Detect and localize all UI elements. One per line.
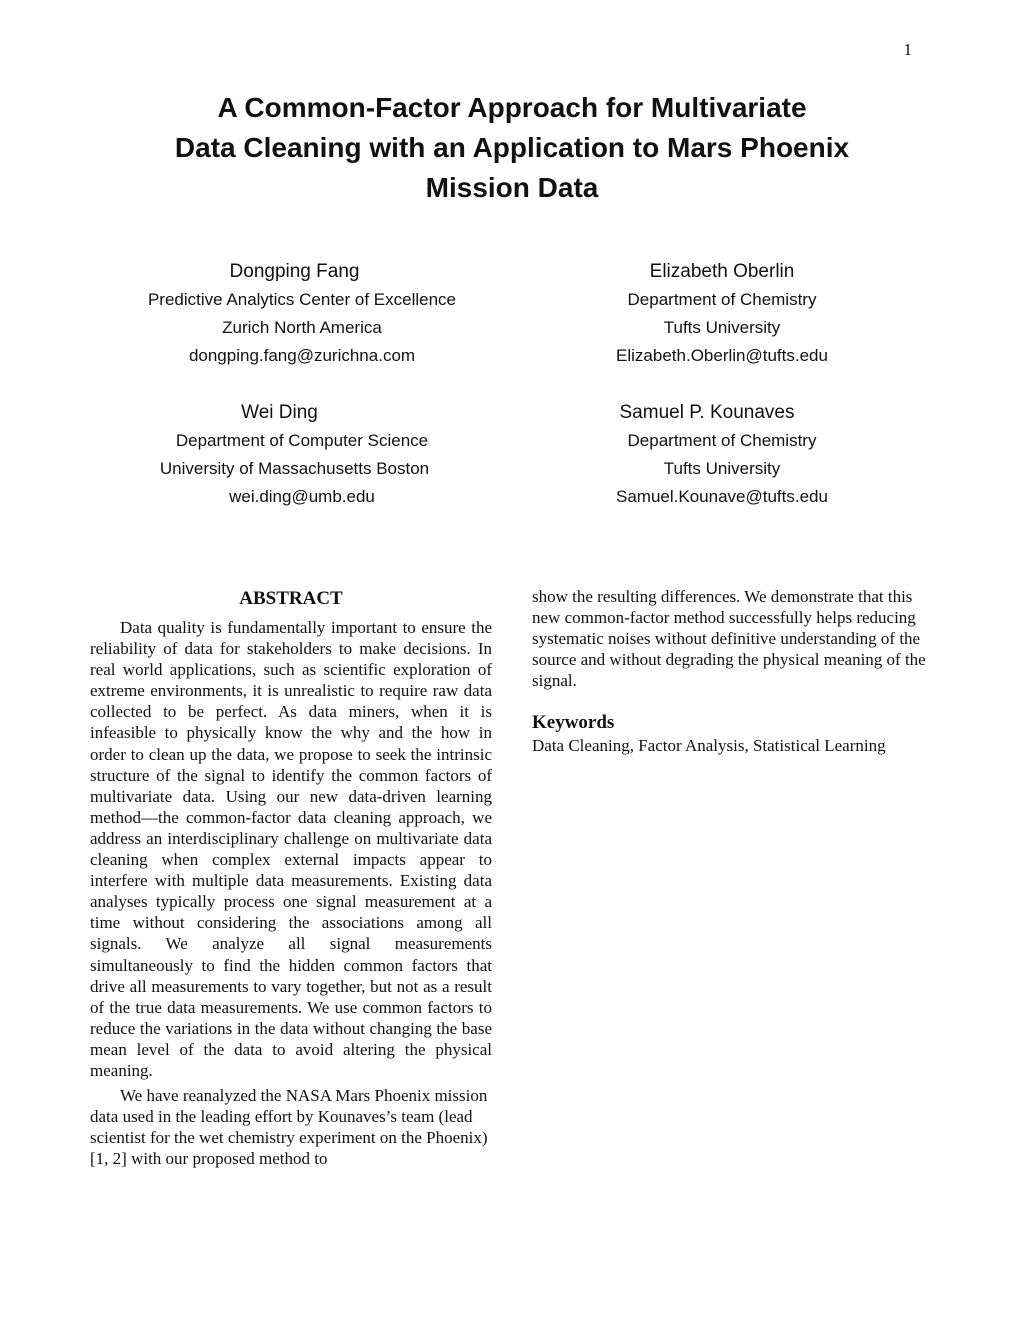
abstract-paragraph-2: We have reanalyzed the NASA Mars Phoenix mission data used in the leading effort by Kounaves’s team (lead scientist for the wet chemistry experiment on the Phoenix) [1, 2] with our proposed method to [90, 1086, 488, 1169]
paper-title [100, 88, 924, 208]
abstract-heading: ABSTRACT [239, 588, 343, 609]
author-block-oberlin [512, 258, 932, 370]
page-number: 1 [903, 40, 912, 59]
author-affiliation: Predictive Analytics Center of Excellence [147, 290, 457, 309]
author-organization: Zurich North America [222, 318, 382, 337]
author-name: Samuel P. Kounaves [619, 402, 795, 423]
author-affiliation: Department of Chemistry [627, 431, 817, 450]
abstract-paragraph-1: Data quality is fundamentally important to ensure the reliability of data for stakeholders to make decisions. In real world applications, such as scientific exploration of extreme environments, it is unrealistic to require raw data collected to be perfect. As data miners, when it is infeasible to physically know the why and the how in order to clean up the data, we propose to seek the intrinsic structure of the signal to identify the common factors of multivariate data. Using our new data-driven learning method—the common-factor data cleaning approach, we address an interdisciplinary challenge on multivariate data cleaning when complex external impacts appear to interfere with multiple data measurements. Existing data analyses typically process one signal measurement at a time without considering the associations among all signals. We analyze all signal measurements simultaneously to find the hidden common factors that drive all measurements to vary together, but not as a result of the true data measurements. We use common factors to reduce the variations in the data without changing the base mean level of the data to avoid altering the physical meaning. [90, 618, 492, 1080]
author-block-fang [92, 258, 512, 370]
right-column [532, 586, 936, 757]
author-block-kounaves [512, 399, 932, 511]
author-email: dongping.fang@zurichna.com [188, 346, 416, 365]
author-email: Elizabeth.Oberlin@tufts.edu [616, 346, 828, 365]
author-name: Wei Ding [241, 402, 318, 423]
author-name: Elizabeth Oberlin [649, 261, 795, 282]
author-affiliation: Department of Computer Science [175, 431, 429, 450]
author-organization: University of Massachusetts Boston [159, 459, 430, 478]
author-email: wei.ding@umb.edu [229, 487, 375, 506]
author-email: Samuel.Kounave@tufts.edu [616, 487, 828, 506]
author-name: Dongping Fang [229, 261, 360, 282]
author-organization: Tufts University [663, 459, 781, 478]
author-block-ding [92, 399, 512, 511]
title-line-2: Data Cleaning with an Application to Mars Phoenix [174, 132, 850, 163]
keywords-text: Data Cleaning, Factor Analysis, Statistical Learning [532, 736, 886, 756]
title-line-1: A Common-Factor Approach for Multivariate [217, 92, 807, 123]
left-column [90, 586, 492, 1169]
author-affiliation: Department of Chemistry [627, 290, 817, 309]
author-organization: Tufts University [663, 318, 781, 337]
abstract-paragraph-2-continued: show the resulting differences. We demonstrate that this new common-factor method successfully helps reducing systematic noises without definitive understanding of the source and without degrading the physical meaning of the signal. [532, 587, 926, 691]
keywords-heading: Keywords [532, 712, 615, 734]
title-line-3: Mission Data [425, 172, 599, 203]
